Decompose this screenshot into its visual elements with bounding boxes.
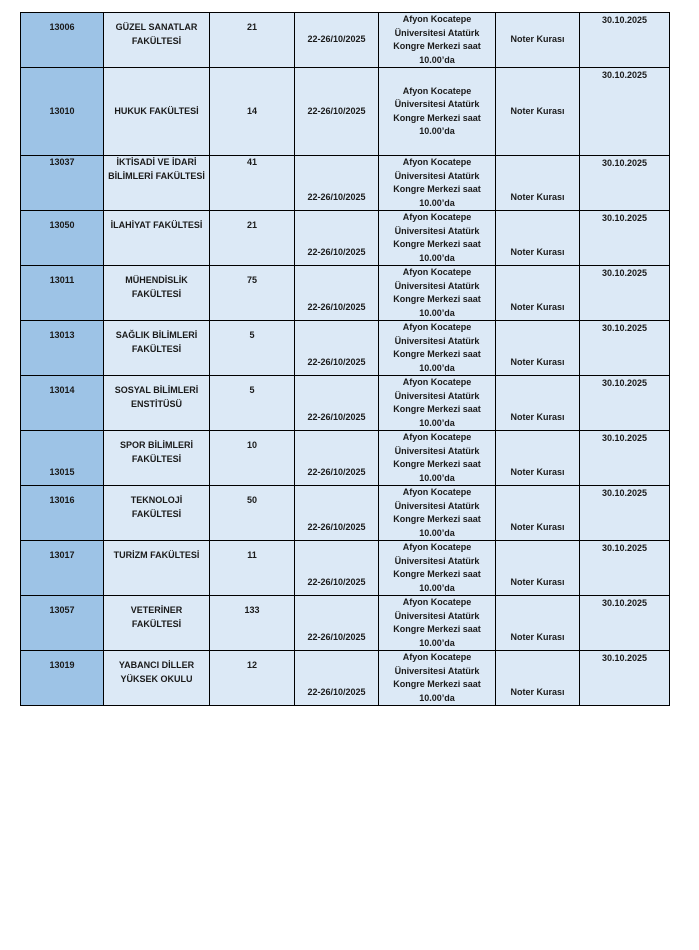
- table-row: [21, 651, 670, 706]
- course-cell: Noter Kurası: [496, 486, 580, 541]
- faculty-name-cell: SAĞLIK BİLİMLERİ FAKÜLTESİ: [104, 321, 210, 376]
- date-range-cell: 22-26/10/2025: [295, 376, 379, 431]
- venue-cell: Afyon Kocatepe Üniversitesi Atatürk Kongre Merkezi saat 10.00’da: [379, 156, 496, 211]
- student-count-cell: 21: [210, 13, 295, 68]
- deadline-cell: 30.10.2025: [580, 266, 670, 321]
- deadline-cell: 30.10.2025: [580, 541, 670, 596]
- course-cell: Noter Kurası: [496, 431, 580, 486]
- unit-code-cell: 13057: [21, 596, 104, 651]
- deadline-cell: 30.10.2025: [580, 651, 670, 706]
- student-count-cell: 50: [210, 486, 295, 541]
- table-row: [21, 376, 670, 431]
- table-row: [21, 541, 670, 596]
- deadline-cell: 30.10.2025: [580, 486, 670, 541]
- faculty-name-cell: SOSYAL BİLİMLERİ ENSTİTÜSÜ: [104, 376, 210, 431]
- date-range-cell: 22-26/10/2025: [295, 266, 379, 321]
- deadline-cell: 30.10.2025: [580, 596, 670, 651]
- venue-cell: Afyon Kocatepe Üniversitesi Atatürk Kongre Merkezi saat 10.00’da: [379, 651, 496, 706]
- table-row: [21, 156, 670, 211]
- deadline-cell: 30.10.2025: [580, 376, 670, 431]
- unit-code-cell: 13019: [21, 651, 104, 706]
- table-row: [21, 321, 670, 376]
- course-cell: Noter Kurası: [496, 651, 580, 706]
- unit-code-cell: 13016: [21, 486, 104, 541]
- unit-code-cell: 13014: [21, 376, 104, 431]
- deadline-cell: 30.10.2025: [580, 321, 670, 376]
- date-range-cell: 22-26/10/2025: [295, 156, 379, 211]
- faculty-name-cell: TURİZM FAKÜLTESİ: [104, 541, 210, 596]
- venue-cell: Afyon Kocatepe Üniversitesi Atatürk Kongre Merkezi saat 10.00’da: [379, 486, 496, 541]
- course-cell: Noter Kurası: [496, 266, 580, 321]
- faculty-name-cell: İKTİSADİ VE İDARİ BİLİMLERİ FAKÜLTESİ: [104, 156, 210, 211]
- deadline-cell: 30.10.2025: [580, 13, 670, 68]
- student-count-cell: 10: [210, 431, 295, 486]
- faculty-name-cell: GÜZEL SANATLAR FAKÜLTESİ: [104, 13, 210, 68]
- student-count-cell: 21: [210, 211, 295, 266]
- venue-cell: Afyon Kocatepe Üniversitesi Atatürk Kongre Merkezi saat 10.00’da: [379, 211, 496, 266]
- venue-cell: Afyon Kocatepe Üniversitesi Atatürk Kongre Merkezi saat 10.00’da: [379, 266, 496, 321]
- unit-code-cell: 13017: [21, 541, 104, 596]
- faculty-name-cell: YABANCI DİLLER YÜKSEK OKULU: [104, 651, 210, 706]
- date-range-cell: 22-26/10/2025: [295, 651, 379, 706]
- deadline-cell: 30.10.2025: [580, 68, 670, 156]
- table-row: [21, 431, 670, 486]
- venue-cell: Afyon Kocatepe Üniversitesi Atatürk Kongre Merkezi saat 10.00’da: [379, 596, 496, 651]
- date-range-cell: 22-26/10/2025: [295, 541, 379, 596]
- venue-cell: Afyon Kocatepe Üniversitesi Atatürk Kongre Merkezi saat 10.00’da: [379, 68, 496, 156]
- date-range-cell: 22-26/10/2025: [295, 211, 379, 266]
- date-range-cell: 22-26/10/2025: [295, 431, 379, 486]
- venue-cell: Afyon Kocatepe Üniversitesi Atatürk Kongre Merkezi saat 10.00’da: [379, 321, 496, 376]
- venue-cell: Afyon Kocatepe Üniversitesi Atatürk Kongre Merkezi saat 10.00’da: [379, 376, 496, 431]
- table-row: [21, 211, 670, 266]
- unit-code-cell: 13050: [21, 211, 104, 266]
- table-row: [21, 596, 670, 651]
- unit-code-cell: 13015: [21, 431, 104, 486]
- course-cell: Noter Kurası: [496, 596, 580, 651]
- unit-code-cell: 13013: [21, 321, 104, 376]
- deadline-cell: 30.10.2025: [580, 211, 670, 266]
- course-cell: Noter Kurası: [496, 321, 580, 376]
- unit-code-cell: 13037: [21, 156, 104, 211]
- unit-code-cell: 13006: [21, 13, 104, 68]
- date-range-cell: 22-26/10/2025: [295, 596, 379, 651]
- student-count-cell: 75: [210, 266, 295, 321]
- deadline-cell: 30.10.2025: [580, 431, 670, 486]
- table-row: [21, 266, 670, 321]
- course-cell: Noter Kurası: [496, 156, 580, 211]
- deadline-cell: 30.10.2025: [580, 156, 670, 211]
- student-count-cell: 133: [210, 596, 295, 651]
- table-row: [21, 486, 670, 541]
- student-count-cell: 5: [210, 321, 295, 376]
- faculty-name-cell: SPOR BİLİMLERİ FAKÜLTESİ: [104, 431, 210, 486]
- venue-cell: Afyon Kocatepe Üniversitesi Atatürk Kongre Merkezi saat 10.00’da: [379, 431, 496, 486]
- table-row: [21, 68, 670, 156]
- schedule-table: [20, 12, 670, 706]
- student-count-cell: 11: [210, 541, 295, 596]
- date-range-cell: 22-26/10/2025: [295, 321, 379, 376]
- date-range-cell: 22-26/10/2025: [295, 68, 379, 156]
- course-cell: Noter Kurası: [496, 13, 580, 68]
- faculty-name-cell: TEKNOLOJİ FAKÜLTESİ: [104, 486, 210, 541]
- date-range-cell: 22-26/10/2025: [295, 486, 379, 541]
- table-row: [21, 13, 670, 68]
- unit-code-cell: 13011: [21, 266, 104, 321]
- student-count-cell: 12: [210, 651, 295, 706]
- course-cell: Noter Kurası: [496, 68, 580, 156]
- student-count-cell: 5: [210, 376, 295, 431]
- date-range-cell: 22-26/10/2025: [295, 13, 379, 68]
- faculty-name-cell: İLAHİYAT FAKÜLTESİ: [104, 211, 210, 266]
- course-cell: Noter Kurası: [496, 376, 580, 431]
- student-count-cell: 14: [210, 68, 295, 156]
- faculty-name-cell: HUKUK FAKÜLTESİ: [104, 68, 210, 156]
- faculty-name-cell: MÜHENDİSLİK FAKÜLTESİ: [104, 266, 210, 321]
- faculty-name-cell: VETERİNER FAKÜLTESİ: [104, 596, 210, 651]
- venue-cell: Afyon Kocatepe Üniversitesi Atatürk Kongre Merkezi saat 10.00’da: [379, 13, 496, 68]
- course-cell: Noter Kurası: [496, 211, 580, 266]
- course-cell: Noter Kurası: [496, 541, 580, 596]
- venue-cell: Afyon Kocatepe Üniversitesi Atatürk Kongre Merkezi saat 10.00’da: [379, 541, 496, 596]
- unit-code-cell: 13010: [21, 68, 104, 156]
- student-count-cell: 41: [210, 156, 295, 211]
